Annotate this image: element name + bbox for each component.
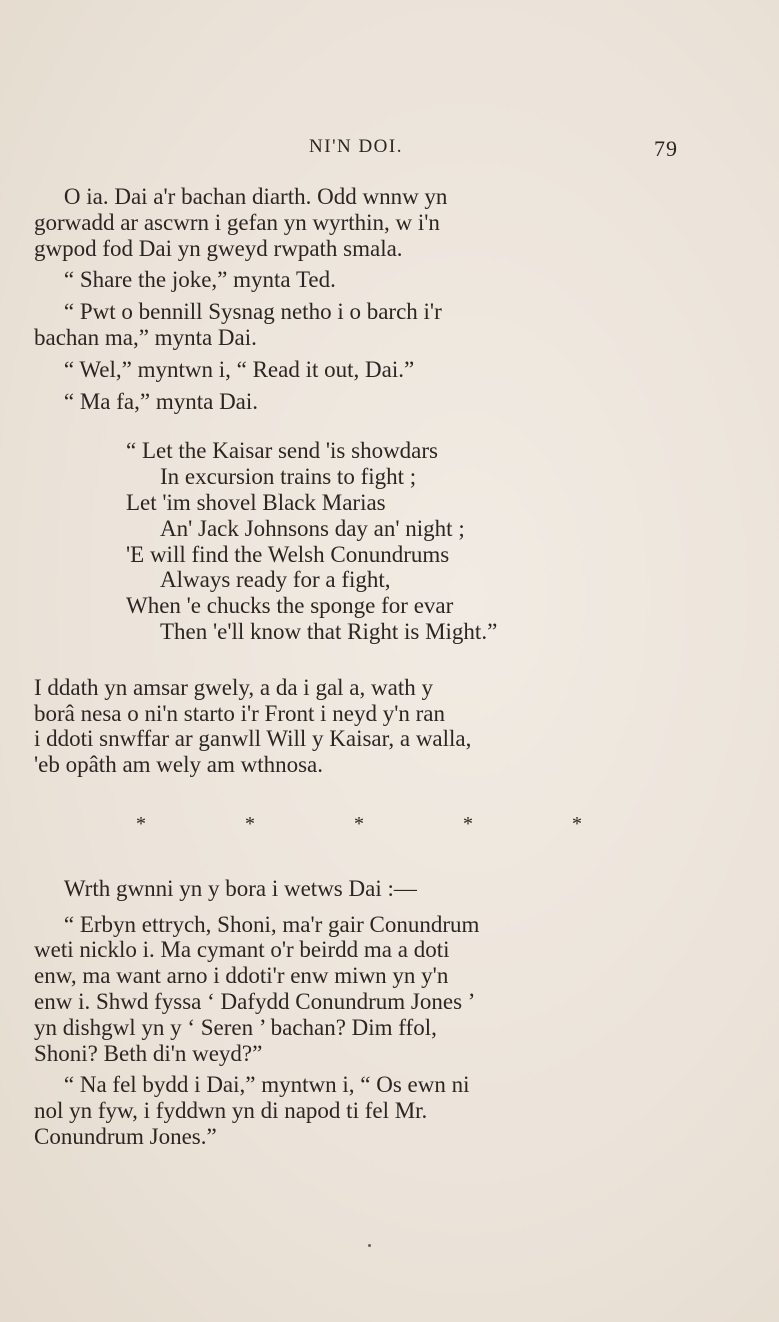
text-line: yn dishgwl yn y ‘ Seren ’ bachan? Dim ffol,	[34, 1014, 437, 1040]
text-line: gwpod fod Dai yn gweyd rwpath smala.	[34, 235, 403, 261]
separator-star: *	[136, 812, 146, 835]
verse-line: In excursion trains to fight ;	[160, 464, 417, 490]
text-line: weti nicklo i. Ma cymant o'r beirdd ma a doti	[34, 937, 450, 963]
verse-line: An' Jack Johnsons day an' night ;	[160, 515, 465, 541]
text-line: I ddath yn amsar gwely, a da i gal a, wath y	[34, 674, 433, 700]
text-line: O ia. Dai a'r bachan diarth. Odd wnnw yn	[63, 184, 448, 209]
page-number: 79	[654, 136, 678, 161]
paragraph	[34, 876, 678, 902]
text-line: “ Wel,” myntwn i, “ Read it out, Dai.”	[63, 356, 415, 382]
verse-line: 'E will find the Welsh Conundrums	[126, 541, 450, 567]
separator-star: *	[354, 812, 364, 835]
separator-star: *	[463, 812, 473, 835]
paragraph	[34, 299, 678, 351]
paper-speck	[368, 1244, 371, 1247]
text-line: “ Share the joke,” mynta Ted.	[63, 267, 336, 293]
paragraph	[34, 675, 678, 778]
section-separator	[136, 812, 582, 838]
running-title: NI'N DOI.	[309, 136, 403, 157]
paragraph	[34, 357, 678, 383]
verse-line: Let 'im shovel Black Marias	[126, 489, 386, 515]
verse-line: “ Let the Kaisar send 'is showdars	[126, 438, 439, 464]
running-head	[34, 136, 678, 166]
text-line: Shoni? Beth di'n weyd?”	[34, 1040, 263, 1066]
paragraph	[34, 1072, 678, 1149]
verse-line: Then 'e'll know that Right is Might.”	[160, 618, 498, 644]
separator-star: *	[245, 812, 255, 835]
text-line: “ Pwt o bennill Sysnag netho i o barch i'r	[63, 299, 442, 325]
verse-line: Always ready for a fight,	[160, 567, 391, 593]
text-line: “ Erbyn ettrych, Shoni, ma'r gair Conundrum	[63, 911, 480, 937]
paragraph	[34, 389, 678, 415]
text-line: nol yn fyw, i fyddwn yn di napod ti fel Mr.	[34, 1098, 428, 1124]
paragraph	[34, 912, 678, 1067]
text-line: enw, ma want arno i ddoti'r enw miwn yn y'n	[34, 963, 449, 989]
text-line: i ddoti snwffar ar ganwll Will y Kaisar, a walla,	[34, 726, 472, 752]
paragraph	[34, 184, 678, 261]
body-text	[34, 184, 678, 1156]
text-line: bachan ma,” mynta Dai.	[34, 324, 257, 350]
text-line: borâ nesa o ni'n starto i'r Front i neyd y'n ran	[34, 700, 446, 726]
text-line: Wrth gwnni yn y bora i wetws Dai :—	[63, 875, 417, 901]
text-line: Conundrum Jones.”	[34, 1123, 217, 1149]
paragraph	[34, 267, 678, 293]
text-line: “ Na fel bydd i Dai,” myntwn i, “ Os ewn ni	[63, 1072, 470, 1098]
verse-block	[126, 438, 678, 644]
separator-star: *	[572, 812, 582, 835]
text-line: enw i. Shwd fyssa ‘ Dafydd Conundrum Jones ’	[34, 988, 476, 1014]
verse-line: When 'e chucks the sponge for evar	[126, 593, 454, 619]
text-line: gorwadd ar ascwrn i gefan yn wyrthin, w i'n	[34, 209, 440, 235]
text-line: “ Ma fa,” mynta Dai.	[63, 388, 259, 414]
text-line: 'eb opâth am wely am wthnosa.	[34, 752, 324, 778]
